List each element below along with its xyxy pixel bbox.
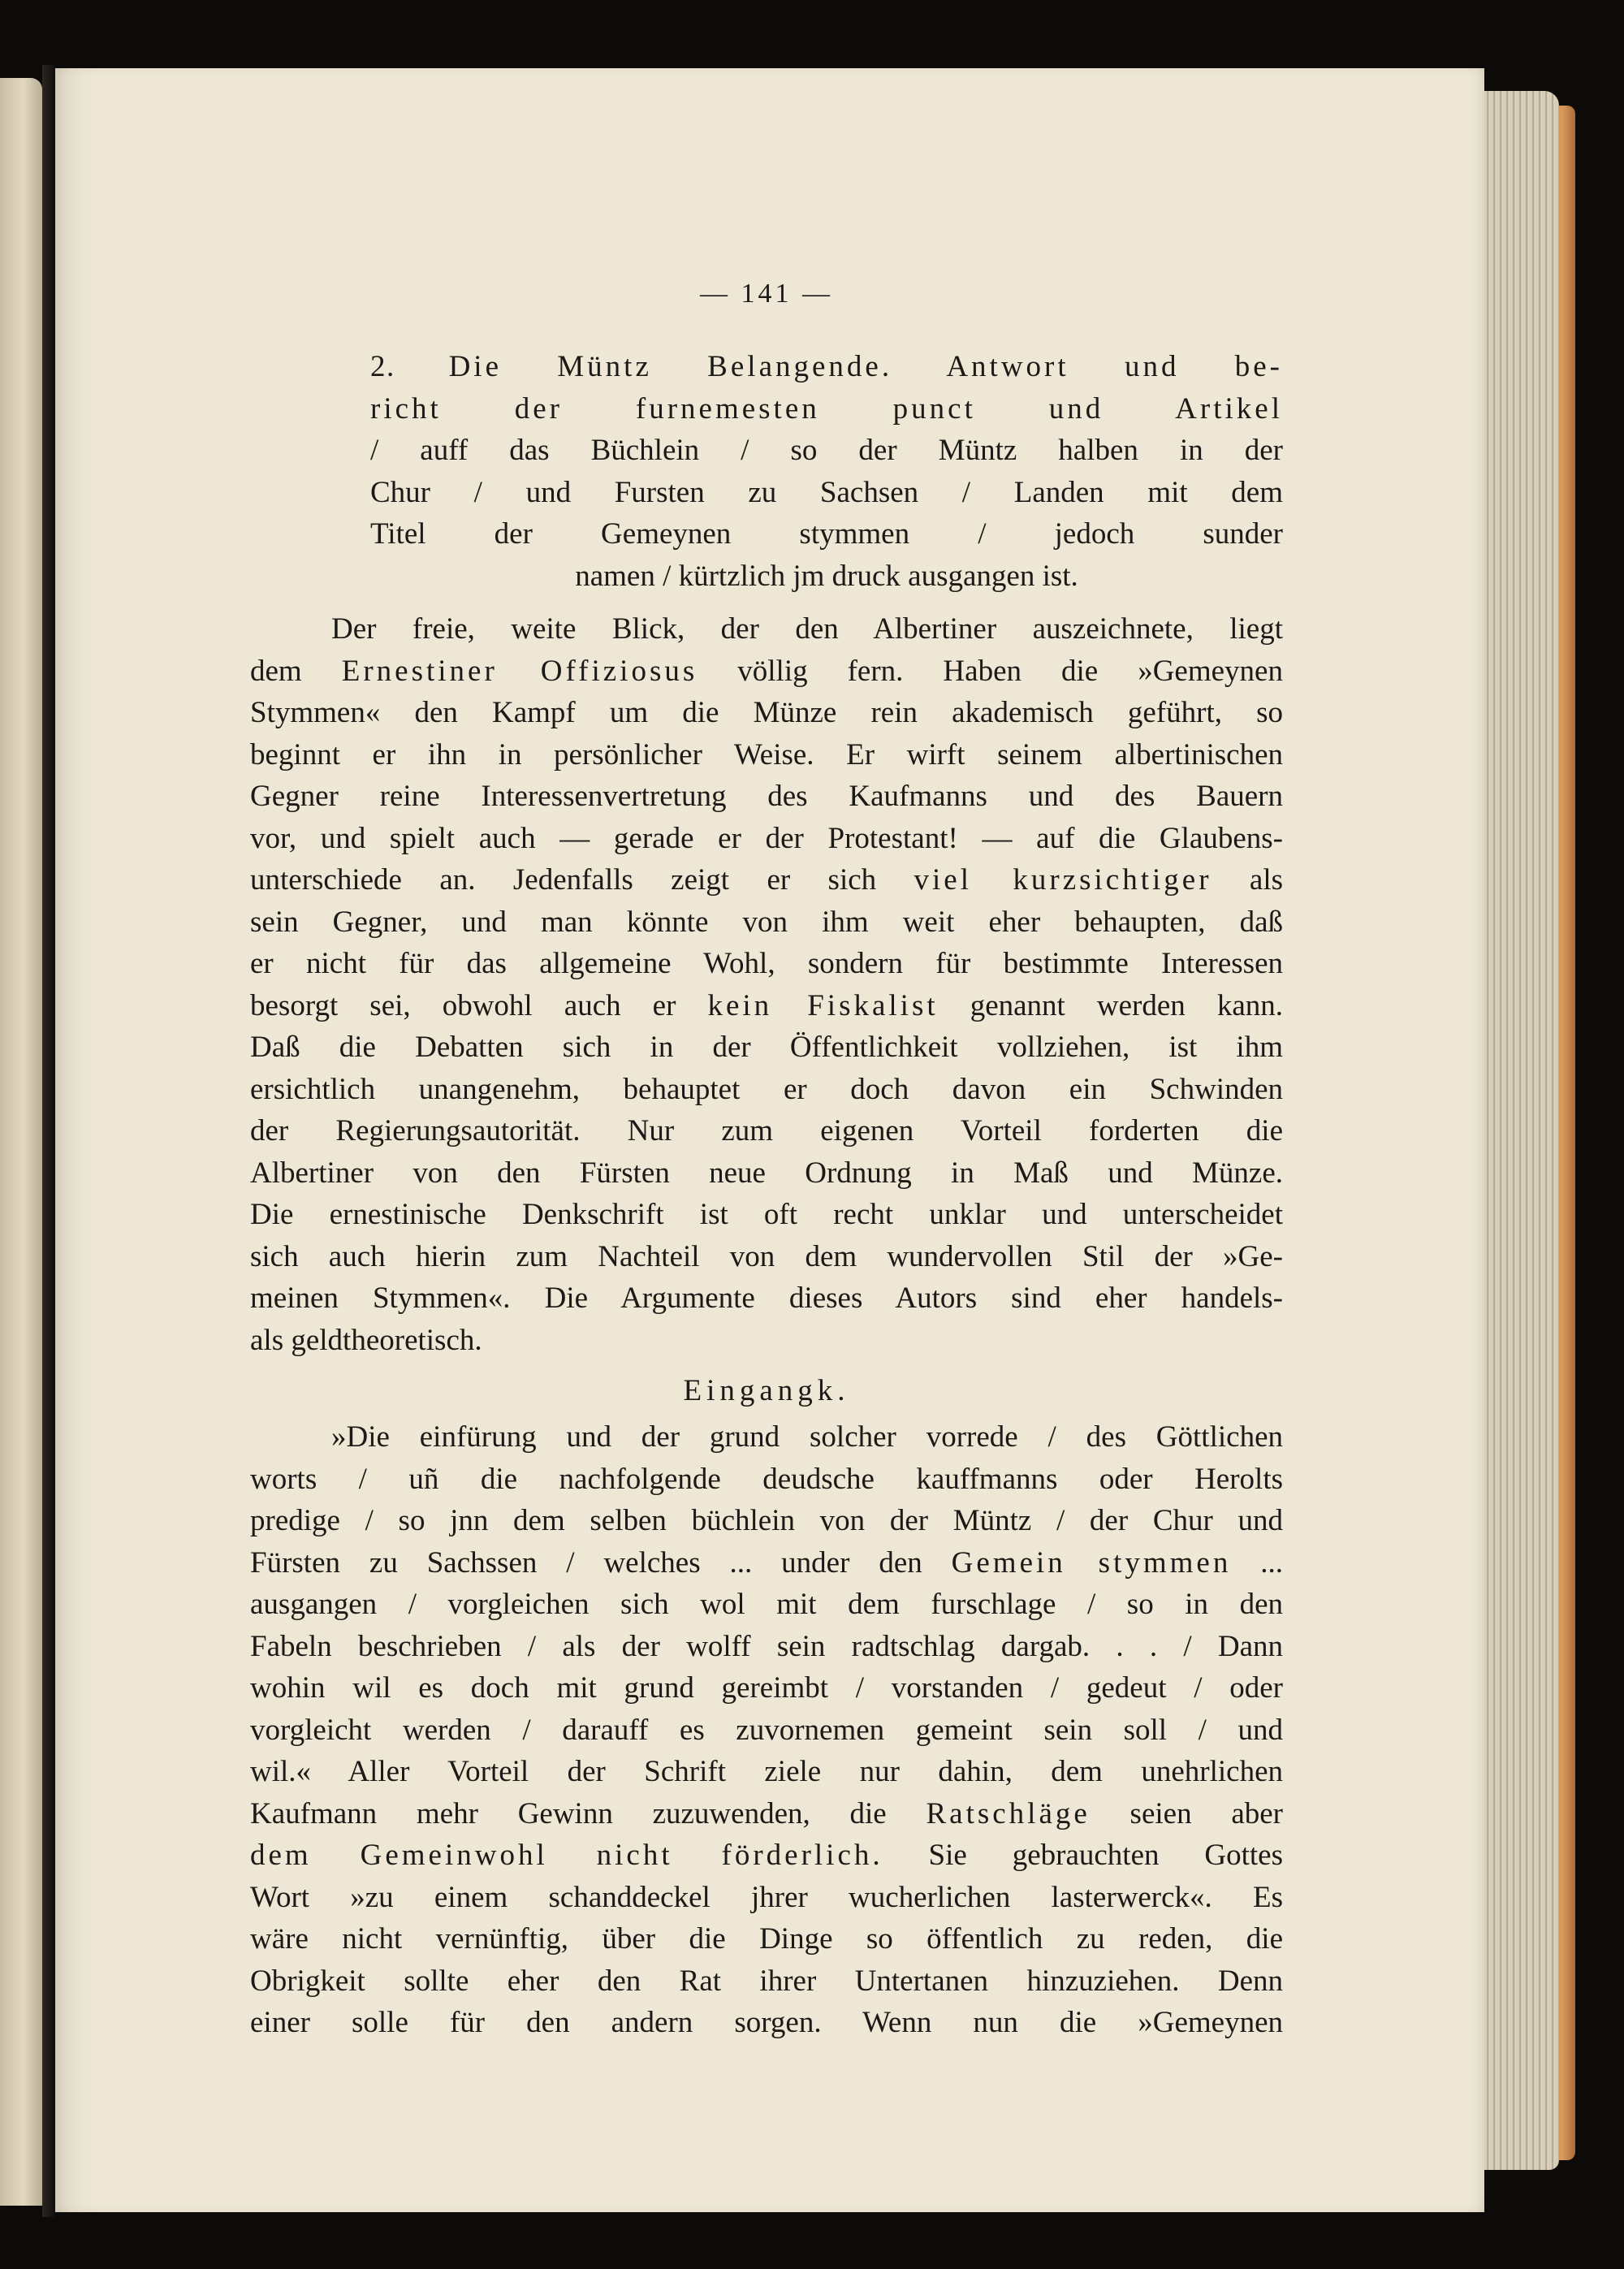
heading-line: namen / kürtzlich jm druck ausgangen ist. <box>575 559 1078 593</box>
heading-line: 2. Die Müntz Belangende. Antwort und be- <box>370 350 1284 383</box>
text-line: Die ernestinische Denkschrift ist oft recht unklar und unterscheidet <box>250 1198 1283 1231</box>
text-line: Der freie, weite Blick, der den Albertiner auszeichnete, liegt <box>331 612 1283 646</box>
text-line: besorgt sei, obwohl auch er kein Fiskalist genannt werden kann. <box>250 988 1284 1022</box>
text-line: Daß die Debatten sich in der Öffentlichkeit vollziehen, ist ihm <box>250 1031 1283 1064</box>
text-line: worts / uñ die nachfolgende deudsche kauffmanns oder Herolts <box>250 1462 1283 1496</box>
spaced-emphasis: Gemein stymmen <box>951 1545 1232 1580</box>
heading-line: Titel der Gemeynen stymmen / jedoch sunder <box>370 517 1283 551</box>
text-line: er nicht für das allgemeine Wohl, sondern für bestimmte Interessen <box>250 947 1283 980</box>
text-line: Albertiner von den Fürsten neue Ordnung in Maß und Münze. <box>250 1156 1283 1190</box>
paragraph-1 <box>250 608 1283 1361</box>
text-line: als geldtheoretisch. <box>250 1323 482 1357</box>
text-line: vorgleicht werden / darauff es zuvornemen gemeint sein soll / und <box>250 1713 1283 1747</box>
text-line: wäre nicht vernünftig, über die Dinge so öffentlich zu reden, die <box>250 1922 1283 1956</box>
text-line: meinen Stymmen«. Die Argumente dieses Autors sind eher handels- <box>250 1281 1283 1315</box>
text-line: der Regierungsautorität. Nur zum eigenen Vorteil forderten die <box>250 1114 1283 1147</box>
text-line: sein Gegner, und man könnte von ihm weit eher behaupten, daß <box>250 905 1283 939</box>
text-line: Kaufmann mehr Gewinn zuzuwenden, die Ratschläge seien aber <box>250 1796 1283 1830</box>
document-heading <box>370 346 1283 597</box>
text-line: Obrigkeit sollte eher den Rat ihrer Untertanen hinzuziehen. Denn <box>250 1964 1283 1998</box>
page-number: — 141 — <box>700 279 833 309</box>
text-line: sich auch hierin zum Nachteil von dem wundervollen Stil der »Ge- <box>250 1239 1283 1273</box>
text-line: ausgangen / vorgleichen sich wol mit dem furschlage / so in den <box>250 1588 1283 1621</box>
spaced-emphasis: richt der furnemesten punct und Artikel <box>370 391 1283 426</box>
text-line: wil.« Aller Vorteil der Schrift ziele nur dahin, dem unehrlichen <box>250 1755 1283 1788</box>
paragraph-2 <box>250 1416 1283 2044</box>
spaced-emphasis: Ratschläge <box>926 1796 1091 1830</box>
heading-line <box>370 388 1283 430</box>
text-line: beginnt er ihn in persönlicher Weise. Er wirft seinem albertinischen <box>250 737 1283 771</box>
previous-page-edge <box>0 78 42 2206</box>
spaced-emphasis: viel kurzsichtiger <box>914 863 1212 897</box>
text-line: Fürsten zu Sachssen / welches ... under den Gemein stymmen ... <box>250 1545 1283 1580</box>
text-line: predige / so jnn dem selben büchlein von der Müntz / der Chur und <box>250 1504 1283 1537</box>
text-line: einer solle für den andern sorgen. Wenn nun die »Gemeynen <box>250 2006 1283 2039</box>
section-title: Eingangk. <box>683 1374 850 1407</box>
heading-line: Chur / und Fursten zu Sachsen / Landen mit dem <box>370 475 1283 509</box>
text-line: unterschiede an. Jedenfalls zeigt er sich viel kurzsichtiger als <box>250 863 1283 897</box>
text-line: Gegner reine Interessenvertretung des Kaufmanns und des Bauern <box>250 780 1283 813</box>
text-line: dem Gemeinwohl nicht förderlich. Sie gebrauchten Gottes <box>250 1839 1283 1872</box>
text-line: wohin wil es doch mit grund gereimbt / vorstanden / gedeut / oder <box>250 1671 1283 1705</box>
book-page <box>55 68 1484 2212</box>
text-line: Wort »zu einem schanddeckel jhrer wucherlichen lasterwerck«. Es <box>250 1880 1283 1914</box>
heading-line: / auff das Büchlein / so der Müntz halben in der <box>370 434 1283 467</box>
page-stack-edge <box>1471 91 1559 2170</box>
text-line: Stymmen« den Kampf um die Münze rein akademisch geführt, so <box>250 696 1283 729</box>
spaced-emphasis: Ernestiner Offiziosus <box>341 654 698 688</box>
text-line: vor, und spielt auch — gerade er der Protestant! — auf die Glaubens- <box>250 821 1283 855</box>
text-line: ersichtlich unangenehm, behauptet er doch davon ein Schwinden <box>250 1072 1283 1106</box>
spaced-emphasis: kein Fiskalist <box>707 988 939 1022</box>
text-line: dem Ernestiner Offiziosus völlig fern. Haben die »Gemeynen <box>250 654 1283 688</box>
body-text <box>250 608 1283 2044</box>
spaced-emphasis: Die Müntz Belangende. Antwort und be- <box>448 350 1284 383</box>
text-line: Fabeln beschrieben / als der wolff sein radtschlag dargab. . . / Dann <box>250 1629 1283 1663</box>
spaced-emphasis: dem Gemeinwohl nicht förderlich. <box>250 1839 883 1872</box>
text-line: »Die einfürung und der grund solcher vorrede / des Göttlichen <box>331 1420 1283 1454</box>
